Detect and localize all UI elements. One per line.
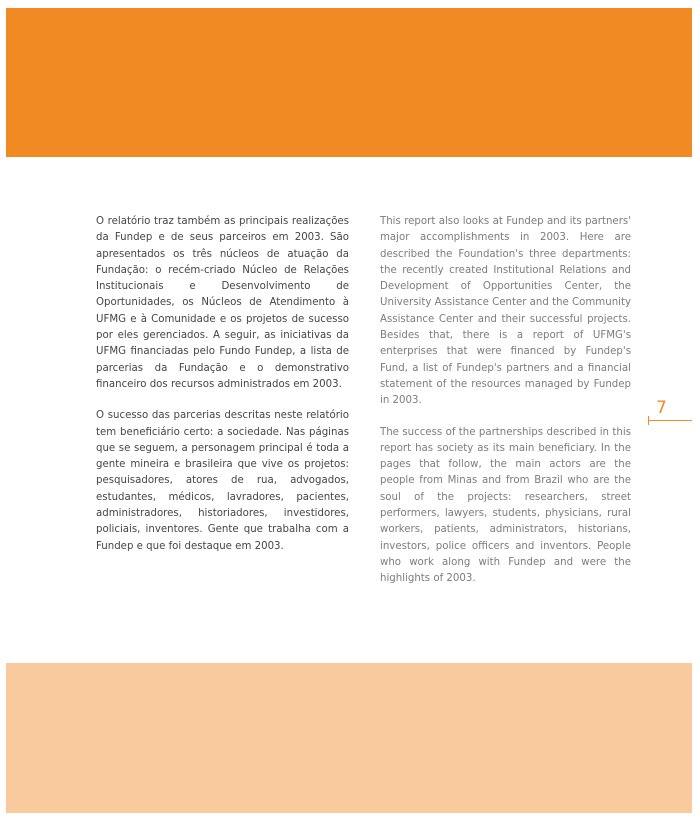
bottom-peach-band xyxy=(6,663,692,813)
top-orange-band xyxy=(6,8,692,157)
page-number: 7 xyxy=(656,398,667,418)
portuguese-column xyxy=(96,214,349,570)
pt-paragraph-2: O sucesso das parcerias descritas neste relatório tem beneficiário certo: a sociedade. Nas páginas que se seguem, a personagem principal é toda a gente mineira e brasileira que vive os projetos: pesquisadores, atores de rua, advogados, estudantes, médicos, lavradores, pacientes, administradores, historiadores, investidores, policiais, inventores. Gente que trabalha com a Fundep e que foi destaque em 2003. xyxy=(96,410,349,552)
pt-paragraph-1: O relatório traz também as principais realizações da Fundep e de seus parceiros em 2003. São apresentados os três núcleos de atuação da Fundação: o recém-criado Núcleo de Relações Institucionais e Desenvolvimento de Oportunidades, os Núcleos de Atendimento à UFMG e à Comunidade e os projetos de sucesso por eles gerenciados. A seguir, as iniciativas da UFMG financiadas pelo Fundo Fundep, a lista de parcerias da Fundação e o demonstrativo financeiro dos recursos administrados em 2003. xyxy=(96,216,349,390)
en-paragraph-2: The success of the partnerships described in this report has society as its main beneficiary. In the pages that follow, the main actors are the people from Minas and from Brazil who are the soul of the projects: researchers, street performers, lawyers, students, physicians, rural workers, patients, administrators, historians, investors, police officers and inventors. People who work along with Fundep and were the highlights of 2003. xyxy=(380,426,631,585)
english-column xyxy=(380,214,631,603)
page-number-rule xyxy=(648,420,692,421)
en-paragraph-1: This report also looks at Fundep and its partners' major accomplishments in 2003. Here are described the Foundation's three departments: the recently created Institutional Relations and Development of Opportunities Center, the University Assistance Center and the Community Assistance Center and their successful projects. Besides that, there is a report of UFMG's enterprises that were financed by Fundep's Fund, a list of Fundep's partners and a financial statement of the resources managed by Fundep in 2003. xyxy=(380,216,632,407)
